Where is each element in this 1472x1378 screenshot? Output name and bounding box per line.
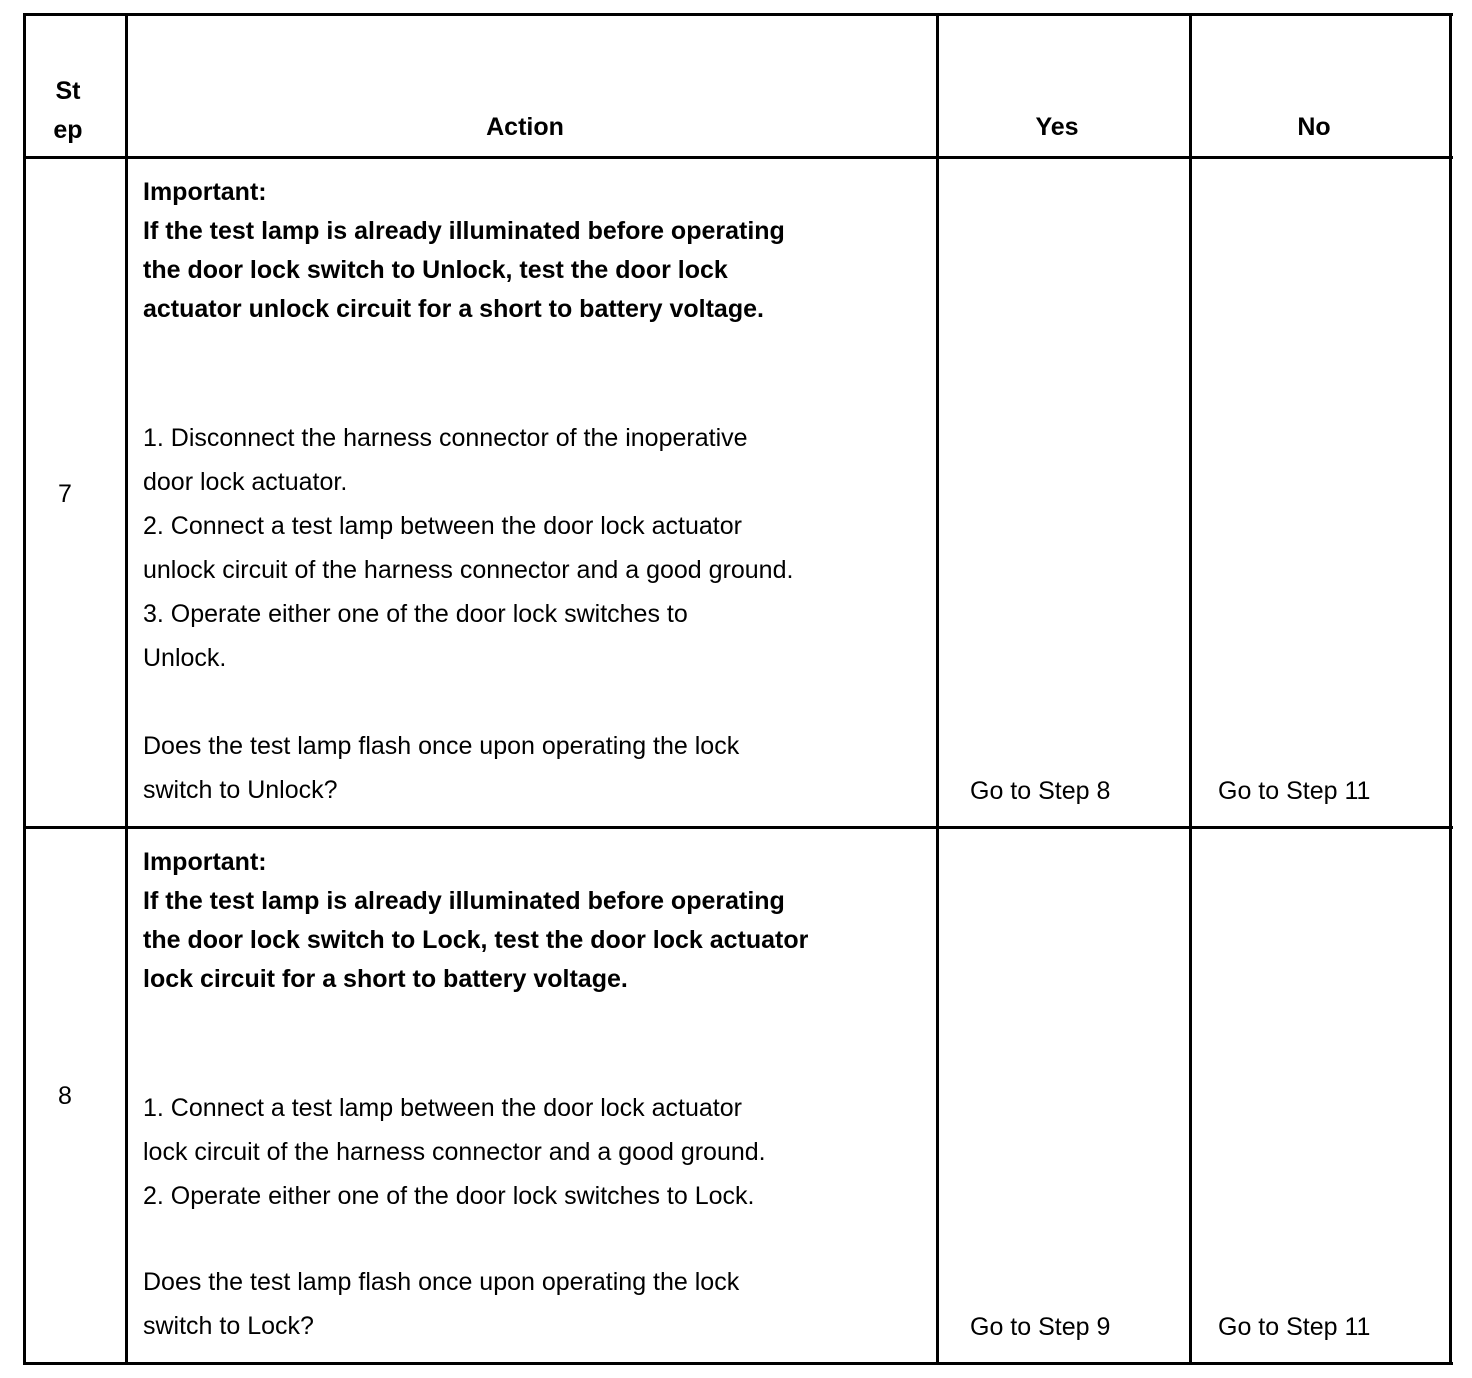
column-divider-action-yes	[936, 13, 939, 1365]
procedure-steps: 1. Connect a test lamp between the door lock actuator lock circuit of the harness connector and a good ground. 2. Operate either one of the door lock switches to Lock.	[143, 1094, 766, 1210]
no-result: Go to Step 11	[1218, 777, 1371, 805]
table-border-top	[23, 13, 1453, 16]
yes-result: Go to Step 8	[970, 777, 1111, 805]
header-divider	[23, 156, 1453, 159]
step-number: 8	[58, 1082, 72, 1110]
diagnostic-question: Does the test lamp flash once upon operating the lock switch to Unlock?	[143, 732, 740, 804]
header-action: Action	[486, 113, 564, 141]
table-border-left	[23, 13, 26, 1365]
row-divider	[23, 826, 1453, 829]
table-border-right	[1449, 13, 1452, 1365]
header-yes: Yes	[1035, 113, 1079, 141]
important-label: Important:	[143, 178, 267, 206]
column-divider-yes-no	[1189, 13, 1192, 1365]
important-note: If the test lamp is already illuminated before operating the door lock switch to Lock, test the door lock actuator lock circuit for a short to battery voltage.	[143, 887, 809, 993]
column-divider-step-action	[125, 13, 128, 1365]
no-result: Go to Step 11	[1218, 1313, 1371, 1341]
header-step: St ep	[53, 77, 83, 144]
procedure-steps: 1. Disconnect the harness connector of the inoperative door lock actuator. 2. Connect a test lamp between the door lock actuator unlock circuit of the harness connector and a good ground. 3. Operate either one of the door lock switches to Unlock.	[143, 424, 794, 672]
header-no: No	[1297, 113, 1331, 141]
diagnostic-question: Does the test lamp flash once upon operating the lock switch to Lock?	[143, 1268, 740, 1340]
important-note: If the test lamp is already illuminated before operating the door lock switch to Unlock, test the door lock actuator unlock circuit for a short to battery voltage.	[143, 217, 785, 323]
table-border-bottom	[23, 1362, 1453, 1365]
important-label: Important:	[143, 848, 267, 876]
step-number: 7	[58, 480, 72, 508]
yes-result: Go to Step 9	[970, 1313, 1111, 1341]
